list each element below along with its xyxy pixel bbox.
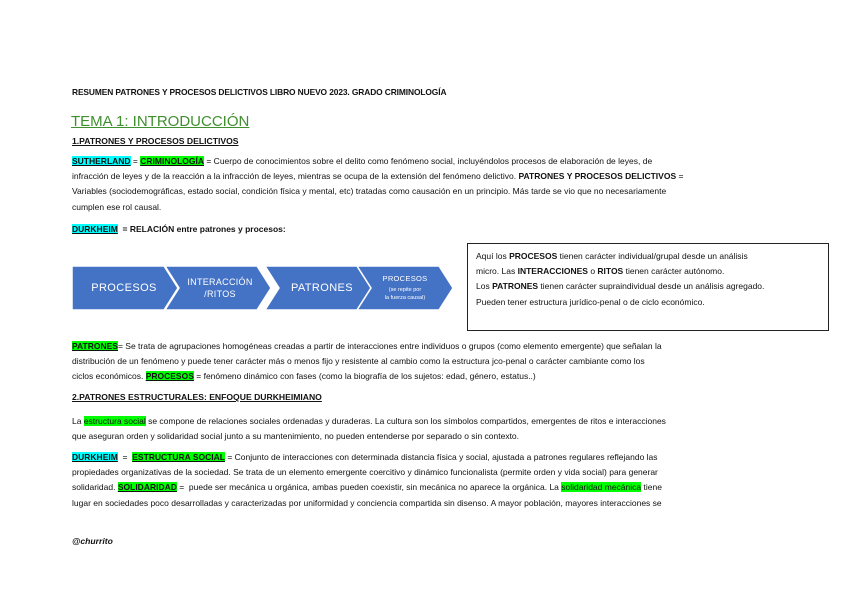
paragraph-line <box>72 339 772 354</box>
text: o <box>587 266 598 277</box>
text: = Se trata de agrupaciones homogéneas creadas a partir de interacciones entre individuos o grupos (como elemento emergente) que señalan la <box>117 341 662 351</box>
text: = fenómeno dinámico con fases (como la biografía de los sujetos: edad, género, estatus..) <box>193 371 536 382</box>
text: = <box>676 171 684 182</box>
text: tienen carácter individual/grupal desde un análisis <box>557 251 748 261</box>
paragraph-line: Variables (sociodemográficas, estado social, condición física y mental, etc) tratadas como causación en un principio. Más tarde se vio que no necesariamente <box>72 186 667 197</box>
step-label-line: /RITOS <box>204 289 236 299</box>
step-label-sub: la fuerza causal) <box>384 295 426 301</box>
paragraph-line <box>72 450 772 465</box>
paragraph-durkheim-estructura <box>72 450 772 511</box>
text: micro. Las <box>476 266 518 277</box>
text: solidaridad. <box>72 482 118 493</box>
term-estructura-social: ESTRUCTURA SOCIAL <box>132 452 225 462</box>
box-line: Pueden tener estructura jurídico-penal o de ciclo económico. <box>476 296 705 307</box>
term-sutherland: SUTHERLAND <box>72 156 131 166</box>
step-label-sub: (se repite por <box>388 287 422 293</box>
text: = RELACIÓN entre patrones y procesos: <box>117 224 286 234</box>
paragraph-line <box>72 369 772 384</box>
term-estructura-social: estructura social <box>83 416 146 426</box>
term-durkheim: DURKHEIM <box>72 452 118 462</box>
text: = puede ser mecánica u orgánica, ambas pueden coexistir, sin mecánica no aparece la orgánica. La <box>176 482 562 493</box>
term-solidaridad-mecanica: solidaridad mecánica <box>561 482 642 493</box>
section-heading-1: 1.PATRONES Y PROCESOS DELICTIVOS <box>72 136 239 146</box>
text: = Cuerpo de conocimientos sobre el delito como fenómeno social, incluyéndolos procesos de elaboración de leyes, de <box>204 156 653 166</box>
paragraph-patrones <box>72 339 772 385</box>
term-patrones: PATRONES <box>72 341 118 351</box>
diagram-step-procesos-repeat <box>357 266 453 310</box>
text: se compone de relaciones sociales ordenadas y duraderas. La cultura son los símbolos compartidos, emergentes de ritos e interacciones <box>145 416 666 426</box>
paragraph-line <box>72 154 772 169</box>
paragraph-line: cumplen ese rol causal. <box>72 201 162 212</box>
step-label <box>369 266 441 310</box>
document-title: RESUMEN PATRONES Y PROCESOS DELICTIVOS LIBRO NUEVO 2023. GRADO CRIMINOLOGÍA <box>72 87 447 97</box>
section-heading-2: 2.PATRONES ESTRUCTURALES: ENFOQUE DURKHEIMIANO <box>72 392 322 402</box>
paragraph-line <box>72 414 772 429</box>
paragraph-line: distribución de un fenómeno y puede tener carácter más o menos fijo y resistente al cambio como la estructura jco-penal o carácter cambiante como los <box>72 356 645 367</box>
term-solidaridad: SOLIDARIDAD <box>117 482 177 493</box>
paragraph-line <box>72 480 772 495</box>
paragraph-estructura-social <box>72 414 772 444</box>
box-line <box>476 249 820 264</box>
text: ciclos económicos. <box>72 371 146 382</box>
box-line <box>476 264 820 279</box>
text: tienen carácter supraindividual desde un análisis agregado. <box>538 281 765 292</box>
term-procesos: PROCESOS <box>145 371 194 382</box>
explanation-box <box>467 243 829 331</box>
step-label: PROCESOS <box>91 282 157 294</box>
text: tienen carácter autónomo. <box>623 266 725 277</box>
paragraph-line <box>72 222 772 237</box>
bold-term: PROCESOS <box>509 251 558 261</box>
bold-term: PATRONES <box>492 281 539 292</box>
topic-heading: TEMA 1: INTRODUCCIÓN <box>71 113 250 130</box>
box-line <box>476 279 820 294</box>
paragraph-sutherland <box>72 154 772 215</box>
paragraph-durkheim-relation <box>72 222 772 237</box>
text: = Conjunto de interacciones con determinada distancia física y social, ajustada a patrones regulares reflejando las <box>224 452 658 462</box>
term-durkheim: DURKHEIM <box>72 224 118 234</box>
paragraph-line: que aseguran orden y solidaridad social junto a su mantenimiento, no pueden entenderse por separado o sin contexto. <box>72 431 520 442</box>
text: Los <box>476 281 493 292</box>
bold-term: PATRONES Y PROCESOS DELICTIVOS <box>518 171 677 182</box>
step-label: PATRONES <box>290 282 354 294</box>
author-footer: @churrito <box>72 536 113 546</box>
step-label <box>177 266 263 310</box>
paragraph-line: lugar en sociedades poco desarrolladas y caracterizadas por uniformidad y conciencia compartida sin disenso. A mayor población, mayores interacciones se <box>72 497 662 508</box>
step-label-title: PROCESOS <box>382 274 428 283</box>
paragraph-line <box>72 169 772 184</box>
text: La <box>72 416 84 426</box>
text: tiene <box>641 482 662 493</box>
bold-term: RITOS <box>597 266 624 277</box>
diagram-step-procesos <box>72 266 178 310</box>
bold-term: INTERACCIONES <box>517 266 588 277</box>
term-criminologia: CRIMINOLOGÍA <box>140 156 204 166</box>
paragraph-line: propiedades organizativas de la sociedad. Se trata de un elemento emergente coercitivo y dinámico funcionalista (permite orden y vida social) para generar <box>72 467 658 478</box>
step-label-line: INTERACCIÓN <box>187 277 253 287</box>
equals: = <box>117 452 133 462</box>
diagram-step-patrones <box>265 266 371 310</box>
text: Aquí los <box>476 251 510 261</box>
text: infracción de leyes y de la reacción a la infracción de leyes, mientras se ocupa de la extensión del fenómeno delictivo. <box>72 171 519 182</box>
diagram-step-interaccion <box>165 266 271 310</box>
equals: = <box>130 156 141 166</box>
